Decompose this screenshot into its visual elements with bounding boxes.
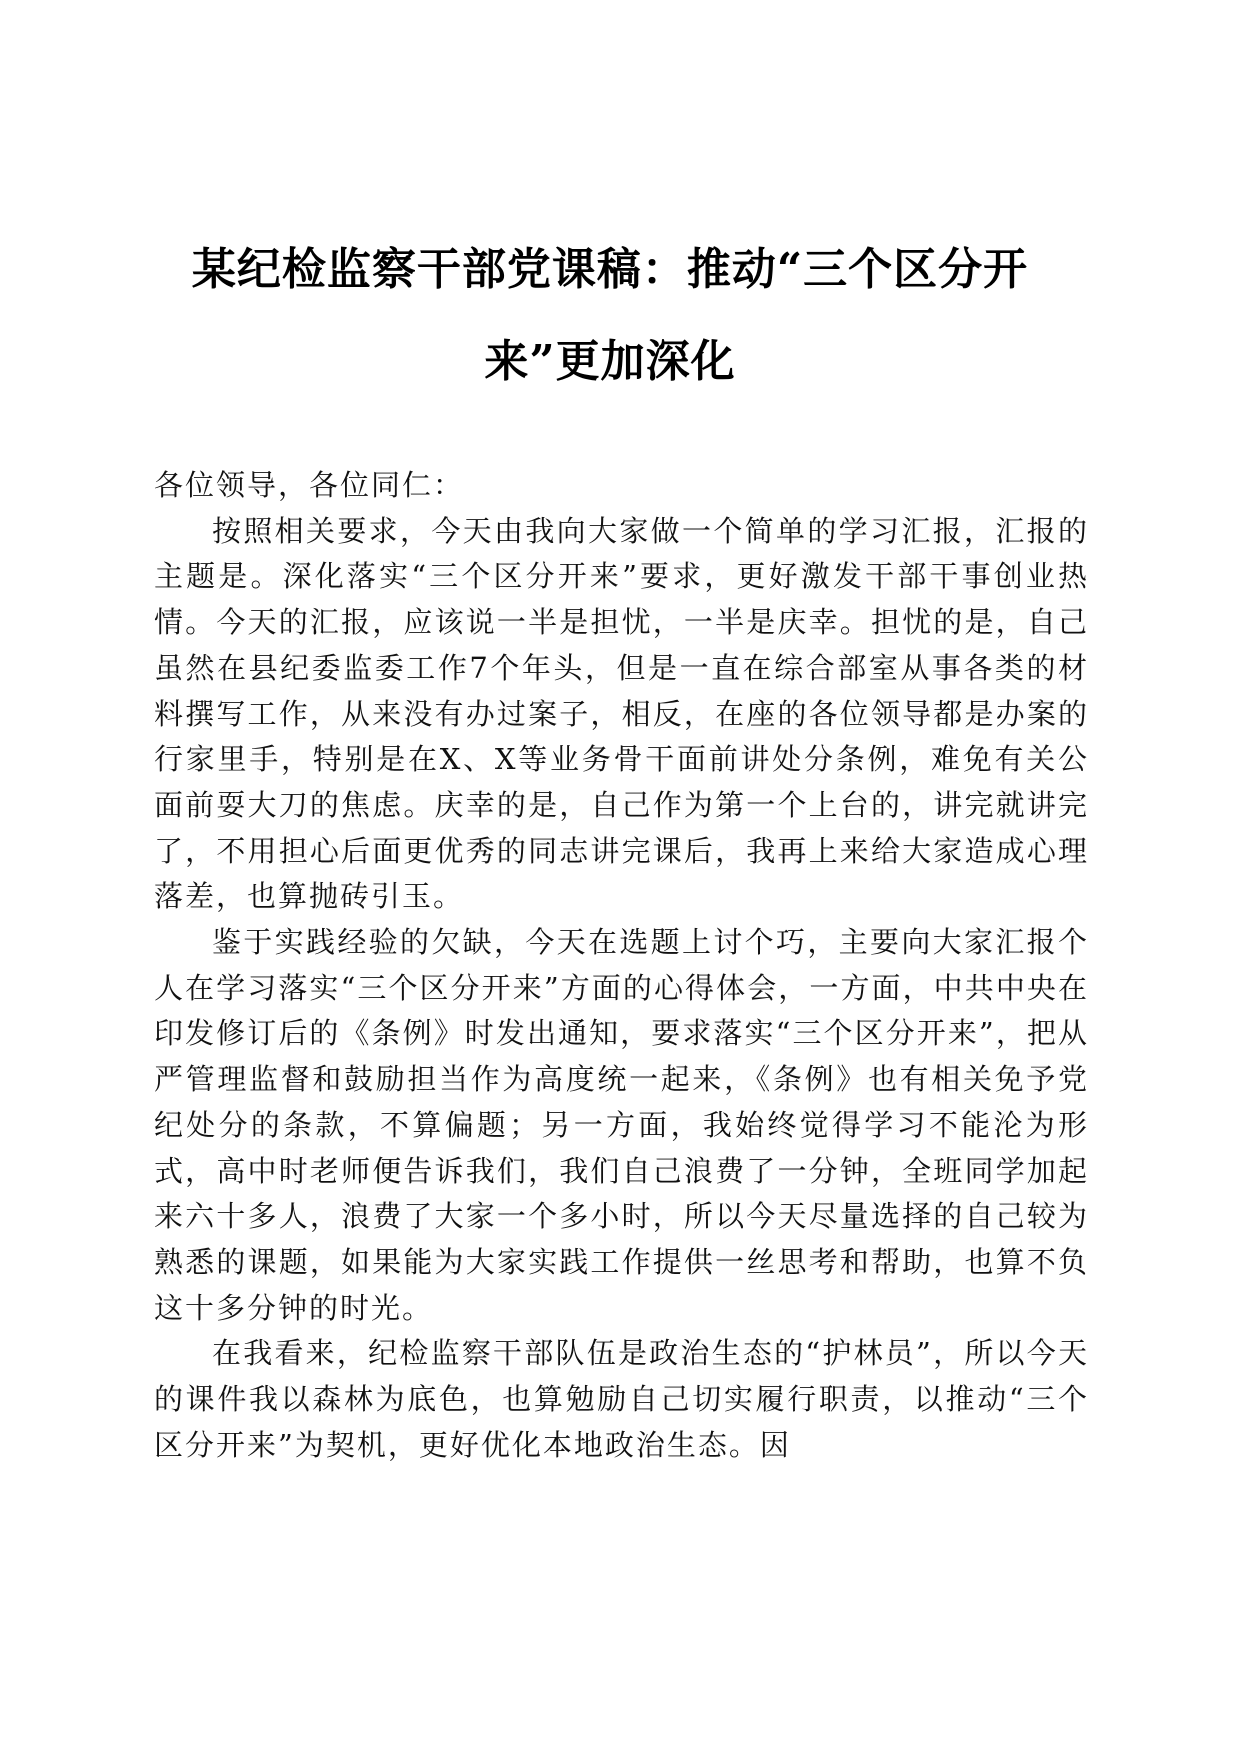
paragraph-2: 鉴于实践经验的欠缺，今天在选题上讨个巧，主要向大家汇报个人在学习落实“三个区分开来”方面的心得体会，一方面，中共中央在印发修订后的《条例》时发出通知，要求落实“三个区分开来”，把从严管理监督和鼓励担当作为高度统一起来，《条例》也有相关免予党纪处分的条款，不算偏题；另一方面，我始终觉得学习不能沦为形式，高中时老师便告诉我们，我们自己浪费了一分钟，全班同学加起来六十多人，浪费了大家一个多小时，所以今天尽量选择的自己较为熟悉的课题，如果能为大家实践工作提供一丝思考和帮助，也算不负这十多分钟的时光。 [154,925,1089,1325]
title-line-2: 来”更加深化 [484,336,736,387]
document-body [154,463,1089,1468]
paragraph-1: 按照相关要求，今天由我向大家做一个简单的学习汇报，汇报的主题是。深化落实“三个区分开来”要求，更好激发干部干事创业热情。今天的汇报，应该说一半是担忧，一半是庆幸。担忧的是，自己虽然在县纪委监委工作7个年头，但是一直在综合部室从事各类的材料撰写工作，从来没有办过案子，相反，在座的各位领导都是办案的行家里手，特别是在X、X等业务骨干面前讲处分条例，难免有关公面前耍大刀的焦虑。庆幸的是，自己作为第一个上台的，讲完就讲完了，不用担心后面更优秀的同志讲完课后，我再上来给大家造成心理落差，也算抛砖引玉。 [154,513,1089,914]
salutation: 各位领导，各位同仁： [154,468,465,502]
paragraph-3: 在我看来，纪检监察干部队伍是政治生态的“护林员”，所以今天的课件我以森林为底色，也算勉励自己切实履行职责，以推动“三个区分开来”为契机，更好优化本地政治生态。因 [154,1336,1089,1462]
title-line-1: 某纪检监察干部党课稿：推动“三个区分开 [191,244,1029,295]
document-title [150,224,1070,408]
